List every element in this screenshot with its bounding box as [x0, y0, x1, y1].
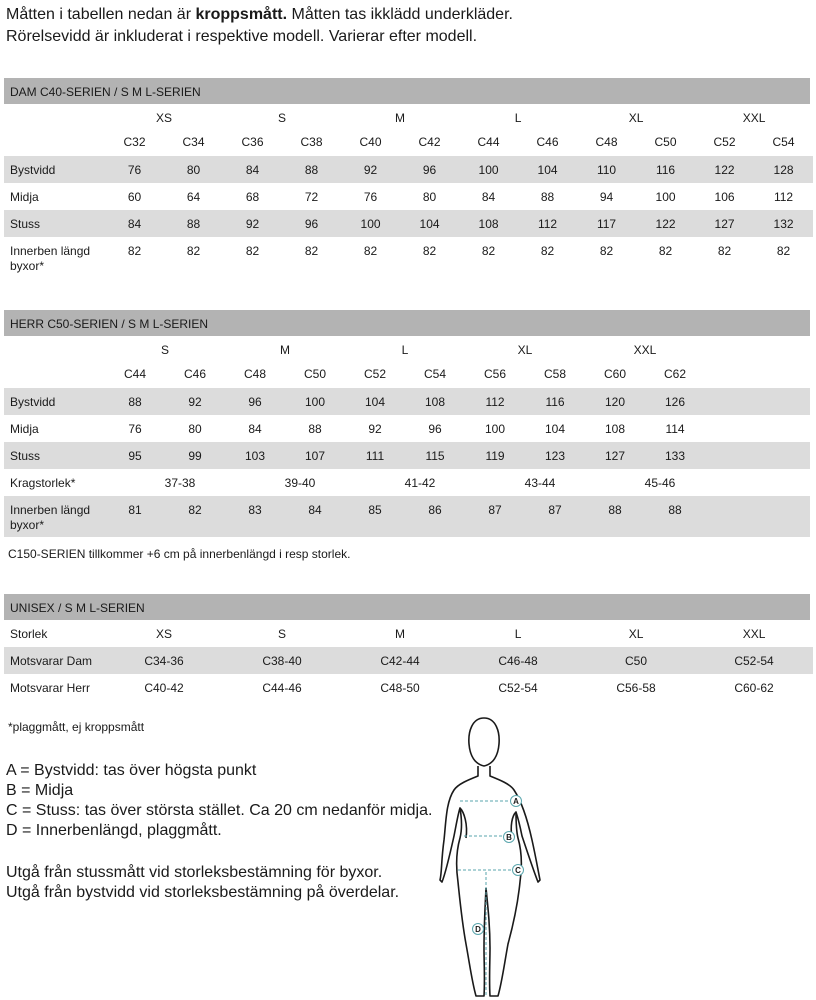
value-cell: 115: [405, 442, 465, 469]
row-label-line: Innerben längd: [10, 244, 91, 258]
code-cell: C60: [604, 367, 627, 381]
dam-section-title: DAM C40-SERIEN / S M L-SERIEN: [4, 78, 810, 104]
herr-code-row: [4, 362, 810, 388]
legend-item-d: D = Innerbenlängd, plaggmått.: [6, 822, 222, 839]
value-cell: 112: [773, 190, 794, 204]
intro-line-1-end: Måtten tas ikklädd underkläder.: [287, 6, 513, 23]
value-cell: 88: [540, 190, 555, 204]
size-label: L: [514, 627, 522, 641]
value-cell: 82: [717, 244, 732, 258]
legend-item-a: A = Bystvidd: tas över högsta punkt: [6, 762, 257, 779]
measure-legend: [6, 761, 432, 841]
value-cell: 84: [481, 190, 496, 204]
empty-cell: [705, 336, 810, 362]
value-cell: 96: [400, 156, 459, 183]
code-cell: C52: [364, 367, 387, 381]
value-cell: 82: [422, 244, 437, 258]
dam-code-row: [4, 130, 813, 156]
value-cell: 80: [164, 156, 223, 183]
intro-line-2: Rörelsevidd är inkluderat i respektive modell. Varierar efter modell.: [6, 28, 478, 45]
value-cell: 108: [405, 388, 465, 415]
advice-line: Utgå från stussmått vid storleksbestämning för byxor.: [6, 864, 383, 881]
value-cell: 112: [518, 210, 577, 237]
size-label: XXL: [742, 111, 766, 125]
value-cell: 84: [223, 156, 282, 183]
value-cell: 104: [345, 388, 405, 415]
value-cell: C60-62: [734, 681, 774, 695]
value-cell: C34-36: [105, 647, 223, 674]
value-cell: 100: [285, 388, 345, 415]
value-cell: 96: [428, 422, 442, 436]
value-cell: 104: [545, 422, 566, 436]
dam-row-inseam: [4, 237, 813, 278]
footnote: *plaggmått, ej kroppsmått: [8, 720, 145, 734]
value-cell: 103: [225, 442, 285, 469]
value-cell: 110: [577, 156, 636, 183]
empty-cell: [705, 388, 810, 415]
value-cell: C56-58: [616, 681, 656, 695]
row-label: Kragstorlek*: [10, 476, 76, 490]
value-cell: 116: [525, 388, 585, 415]
value-cell: 132: [754, 210, 813, 237]
empty-cell: [705, 415, 810, 442]
value-cell: C44-46: [262, 681, 302, 695]
code-cell: C44: [123, 367, 146, 381]
value-cell: 94: [599, 190, 614, 204]
head-shape: [469, 718, 499, 766]
value-cell: 112: [465, 388, 525, 415]
marker-b-label: B: [506, 833, 512, 842]
code-cell: C62: [664, 367, 687, 381]
code-cell: C46: [536, 135, 559, 149]
row-label: Motsvarar Dam: [4, 647, 105, 674]
dam-size-table: [4, 104, 813, 278]
value-cell: 92: [165, 388, 225, 415]
value-cell: 80: [422, 190, 437, 204]
code-cell: C36: [241, 135, 264, 149]
legend-item-b: B = Midja: [6, 782, 74, 799]
value-cell: 82: [186, 244, 201, 258]
code-cell: C48: [244, 367, 267, 381]
code-cell: C52: [713, 135, 736, 149]
size-label: XL: [628, 627, 644, 641]
size-label: XS: [156, 111, 173, 125]
row-label: [4, 237, 105, 278]
value-cell: 88: [645, 496, 705, 537]
value-cell: 82: [540, 244, 555, 258]
value-cell: 127: [695, 210, 754, 237]
size-label: XXL: [633, 343, 657, 357]
size-label: XL: [517, 343, 533, 357]
value-cell: 82: [304, 244, 319, 258]
value-cell: C48-50: [380, 681, 420, 695]
row-label: Bystvidd: [4, 388, 105, 415]
code-cell: C54: [424, 367, 447, 381]
value-cell: 88: [282, 156, 341, 183]
size-label: XXL: [742, 627, 766, 641]
code-cell: C38: [300, 135, 323, 149]
unisex-row-dam: [4, 647, 813, 674]
value-cell: C50: [577, 647, 695, 674]
value-cell: 64: [186, 190, 201, 204]
herr-section-title: HERR C50-SERIEN / S M L-SERIEN: [4, 310, 810, 336]
size-label: S: [161, 343, 170, 357]
code-cell: C58: [544, 367, 567, 381]
value-cell: 60: [127, 190, 142, 204]
value-cell: 87: [525, 496, 585, 537]
value-cell: 81: [105, 496, 165, 537]
intro-line-1-start: Måtten i tabellen nedan är: [6, 6, 196, 23]
value-cell: 68: [245, 190, 260, 204]
empty-cell: [4, 104, 105, 130]
dam-row-midja: [4, 183, 813, 210]
value-cell: 100: [485, 422, 506, 436]
value-cell: C40-42: [144, 681, 184, 695]
code-cell: C50: [304, 367, 327, 381]
herr-note: C150-SERIEN tillkommer +6 cm på innerbenlängd i resp storlek.: [8, 547, 351, 561]
value-cell: 83: [225, 496, 285, 537]
code-cell: C46: [184, 367, 207, 381]
value-cell: 82: [658, 244, 673, 258]
collar-cell: 39-40: [284, 476, 316, 490]
size-label: XL: [628, 111, 644, 125]
value-cell: 88: [585, 496, 645, 537]
collar-cell: 45-46: [644, 476, 676, 490]
value-cell: 82: [127, 244, 142, 258]
value-cell: 76: [128, 422, 142, 436]
herr-row-inseam: [4, 496, 810, 537]
value-cell: C46-48: [459, 647, 577, 674]
size-label: S: [278, 111, 287, 125]
value-cell: 108: [459, 210, 518, 237]
value-cell: 133: [645, 442, 705, 469]
herr-row-bystvidd: [4, 388, 810, 415]
sizing-advice: [6, 863, 399, 903]
body-outline: [440, 718, 540, 996]
value-cell: 84: [248, 422, 262, 436]
size-label: M: [280, 343, 291, 357]
herr-row-collar: [4, 469, 810, 496]
value-cell: 92: [223, 210, 282, 237]
marker-d-label: D: [475, 925, 481, 934]
row-label: Bystvidd: [4, 156, 105, 183]
empty-cell: [705, 496, 810, 537]
unisex-size-table: [4, 620, 813, 701]
legend-item-c: C = Stuss: tas över största stället. Ca 20 cm nedanför midja.: [6, 802, 433, 819]
value-cell: 99: [165, 442, 225, 469]
code-cell: C34: [182, 135, 205, 149]
size-label: M: [395, 111, 406, 125]
value-cell: 128: [754, 156, 813, 183]
unisex-header-row: [4, 620, 813, 647]
value-cell: 92: [341, 156, 400, 183]
code-cell: C42: [418, 135, 441, 149]
size-label: XS: [156, 627, 173, 641]
value-cell: C52-54: [695, 647, 813, 674]
intro-line-1-bold: kroppsmått.: [195, 6, 288, 23]
value-cell: 76: [105, 156, 164, 183]
value-cell: 119: [465, 442, 525, 469]
collar-cell: 43-44: [524, 476, 556, 490]
value-cell: C42-44: [341, 647, 459, 674]
value-cell: 126: [645, 388, 705, 415]
value-cell: 107: [285, 442, 345, 469]
row-label-line: Innerben längd: [10, 503, 91, 517]
empty-cell: [705, 362, 810, 388]
value-cell: 104: [400, 210, 459, 237]
collar-cell: 41-42: [404, 476, 436, 490]
size-label: L: [514, 111, 522, 125]
collar-cell: 37-38: [164, 476, 196, 490]
intro-text: [6, 4, 513, 48]
code-cell: C44: [477, 135, 500, 149]
value-cell: 114: [665, 422, 685, 436]
value-cell: 116: [636, 156, 695, 183]
value-cell: 117: [577, 210, 636, 237]
code-cell: C50: [654, 135, 677, 149]
dam-row-bystvidd: [4, 156, 813, 183]
value-cell: 95: [105, 442, 165, 469]
intro-line-1: [6, 4, 513, 26]
row-label-line: byxor*: [10, 259, 45, 273]
empty-cell: [705, 469, 810, 496]
value-cell: C52-54: [498, 681, 538, 695]
empty-cell: [4, 336, 105, 362]
size-label: S: [278, 627, 287, 641]
herr-row-midja: [4, 415, 810, 442]
value-cell: 100: [459, 156, 518, 183]
value-cell: 96: [282, 210, 341, 237]
empty-cell: [705, 442, 810, 469]
value-cell: 120: [585, 388, 645, 415]
row-label: [4, 496, 105, 537]
row-label: Stuss: [4, 210, 105, 237]
dam-size-row: [4, 104, 813, 130]
body-measure-figure: [428, 712, 558, 1000]
code-cell: C32: [123, 135, 146, 149]
marker-c-label: C: [515, 866, 521, 875]
row-label: Motsvarar Herr: [10, 681, 91, 695]
row-label: Stuss: [4, 442, 105, 469]
marker-a-label: A: [513, 797, 519, 806]
value-cell: 88: [164, 210, 223, 237]
value-cell: 92: [368, 422, 382, 436]
value-cell: 82: [776, 244, 791, 258]
code-cell: C56: [484, 367, 507, 381]
value-cell: 82: [245, 244, 260, 258]
value-cell: 88: [105, 388, 165, 415]
value-cell: 127: [585, 442, 645, 469]
value-cell: 76: [363, 190, 378, 204]
value-cell: 80: [188, 422, 202, 436]
size-label: L: [401, 343, 409, 357]
value-cell: 85: [345, 496, 405, 537]
row-label: Midja: [10, 422, 39, 436]
value-cell: 82: [165, 496, 225, 537]
value-cell: 87: [465, 496, 525, 537]
size-label: M: [395, 627, 406, 641]
row-label-line: byxor*: [10, 518, 45, 532]
value-cell: 108: [605, 422, 626, 436]
dam-row-stuss: [4, 210, 813, 237]
advice-line: Utgå från bystvidd vid storleksbestämning på överdelar.: [6, 884, 400, 901]
herr-size-table: [4, 336, 810, 537]
value-cell: 104: [518, 156, 577, 183]
value-cell: 100: [341, 210, 400, 237]
value-cell: 96: [225, 388, 285, 415]
unisex-section-title: UNISEX / S M L-SERIEN: [4, 594, 810, 620]
value-cell: 122: [636, 210, 695, 237]
value-cell: 82: [363, 244, 378, 258]
code-cell: C40: [359, 135, 382, 149]
empty-cell: [4, 130, 105, 156]
value-cell: 88: [308, 422, 322, 436]
value-cell: 84: [105, 210, 164, 237]
value-cell: 123: [525, 442, 585, 469]
value-cell: 100: [655, 190, 676, 204]
row-label: Storlek: [10, 627, 48, 641]
value-cell: 111: [345, 442, 405, 469]
value-cell: 82: [481, 244, 496, 258]
value-cell: 106: [714, 190, 735, 204]
unisex-row-herr: [4, 674, 813, 701]
value-cell: 122: [695, 156, 754, 183]
empty-cell: [4, 362, 105, 388]
code-cell: C54: [772, 135, 795, 149]
value-cell: 86: [405, 496, 465, 537]
herr-size-row: [4, 336, 810, 362]
row-label: Midja: [10, 190, 39, 204]
herr-row-stuss: [4, 442, 810, 469]
code-cell: C48: [595, 135, 618, 149]
value-cell: 84: [285, 496, 345, 537]
value-cell: 72: [304, 190, 319, 204]
value-cell: C38-40: [223, 647, 341, 674]
value-cell: 82: [599, 244, 614, 258]
